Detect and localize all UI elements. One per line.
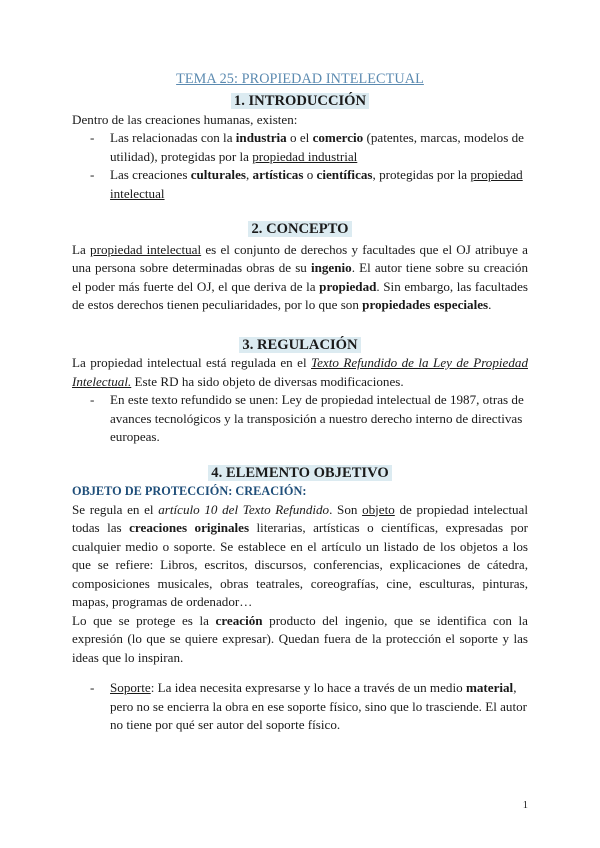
text-run: Las relacionadas con la	[110, 130, 236, 145]
underlined-run: propiedad industrial	[252, 148, 358, 164]
objetivo-list	[72, 679, 528, 735]
regulacion-paragraph	[72, 354, 528, 391]
text-run: literarias, artísticas o científicas, expresadas por cualquier medio o soporte. Se establece en el artículo un listado de los objetos a los que se refiere: Libros, escritos, discursos, conferencias, explicaciones de cátedra, composiciones musicales, obras teatrales, coreografías, cine, esculturas, pinturas, mapas, programas de ordenador…	[72, 520, 528, 609]
bold-run: propiedades especiales	[362, 297, 489, 312]
heading-text: 3. REGULACIÓN	[239, 337, 360, 353]
intro-list	[72, 129, 528, 203]
bold-run: material	[465, 680, 514, 695]
text-run: .	[488, 297, 492, 312]
italic-underlined-run: Texto Refundido de la Ley de Propiedad Intelectual.	[72, 355, 528, 389]
regulacion-list	[72, 391, 528, 447]
bold-run: comercio	[312, 130, 364, 145]
text-run: . Sin embargo, las facultades de estos derechos tienen peculiaridades, por lo que son	[72, 278, 528, 312]
underlined-run: Soporte	[110, 680, 151, 695]
text-run: : La idea necesita expresarse y lo hace a través de un medio	[150, 680, 466, 695]
bold-run: propiedad	[319, 278, 377, 294]
section-heading-elemento-objetivo	[72, 464, 528, 483]
heading-text: 1. INTRODUCCIÓN	[231, 93, 369, 109]
intro-lead: Dentro de las creaciones humanas, existen:	[72, 111, 298, 127]
document-title: TEMA 25: PROPIEDAD INTELECTUAL	[176, 71, 424, 87]
text-run: ,	[245, 167, 253, 182]
text-run: . El autor tiene sobre su creación el poder más fuerte del OJ, el que deriva de la	[72, 260, 528, 294]
text-run: producto del ingenio, que se identifica con la expresión (lo que se quiere expresar). Quedan fuera de la protección el soporte y las ideas que lo inspiran.	[72, 612, 528, 665]
objetivo-paragraph-2	[72, 612, 528, 668]
section-heading-introduccion	[72, 92, 528, 111]
list-item	[110, 166, 528, 203]
objetivo-paragraph-1	[72, 501, 528, 612]
text-run: La propiedad intelectual está regulada en el	[72, 355, 312, 370]
text-run: , protegidas por la	[372, 167, 471, 182]
text-run: La	[72, 241, 91, 257]
heading-text: 4. ELEMENTO OBJETIVO	[208, 465, 391, 481]
text-run: Lo que se protege es la	[72, 612, 216, 628]
bold-run: creaciones originales	[129, 520, 250, 535]
bold-run: científicas	[316, 167, 373, 182]
text-run: de propiedad intelectual todas las	[72, 501, 528, 535]
text-run: Las creaciones	[110, 167, 191, 182]
text-run: o el	[286, 130, 313, 145]
section-heading-regulacion	[72, 336, 528, 355]
text-run: es el conjunto de derechos y facultades que el OJ atribuye a una persona sobre determinadas obras de su	[72, 241, 528, 275]
text-run: . Son	[329, 501, 363, 517]
italic-run: artículo 10 del Texto Refundido	[158, 501, 330, 517]
underlined-run: objeto	[362, 501, 395, 517]
bold-run: industria	[235, 130, 287, 145]
list-item: - En este texto refundido se unen: Ley de propiedad intelectual de 1987, otras de avances tecnológicos y la transposición a nuestro derecho interno de directivas europeas.	[110, 391, 528, 447]
underlined-run: propiedad intelectual	[90, 241, 202, 257]
list-item	[110, 129, 528, 166]
bold-run: artísticas	[252, 167, 304, 182]
underlined-run: propiedad intelectual	[110, 167, 523, 201]
text-run: Este RD ha sido objeto de diversas modificaciones.	[131, 373, 404, 389]
bold-run: ingenio	[310, 260, 352, 275]
text-run: o	[303, 167, 317, 182]
concepto-paragraph	[72, 241, 528, 315]
text-run: Se regula en el	[72, 501, 159, 517]
page-number: 1	[522, 800, 528, 811]
bold-run: creación	[215, 612, 263, 628]
text-run: , pero no se encierra la obra en ese soporte físico, sino que lo trasciende. El autor no tiene por qué ser autor del soporte físico.	[110, 680, 528, 732]
section-heading-concepto	[72, 220, 528, 239]
list-item	[110, 679, 528, 735]
bold-run: culturales	[190, 167, 246, 182]
objetivo-subheading: OBJETO DE PROTECCIÓN: CREACIÓN:	[72, 484, 307, 498]
heading-text: 2. CONCEPTO	[248, 221, 351, 237]
text-run: (patentes, marcas, modelos de utilidad), protegidas por la	[110, 130, 524, 164]
document-page	[72, 70, 528, 735]
